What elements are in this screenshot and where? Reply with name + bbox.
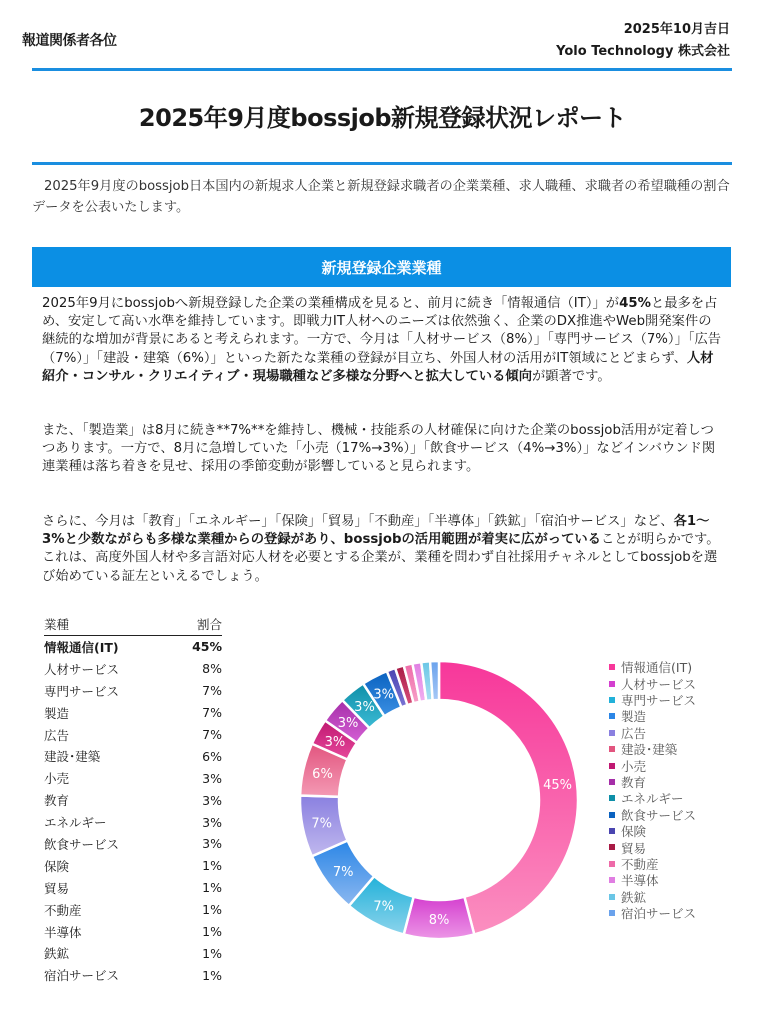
- donut-slice: [439, 661, 578, 934]
- legend-item: [609, 905, 696, 921]
- body-text: と最多を占め、安定して高い水準を維持しています。即戦力IT人材へのニーズは依然強く、企業のDX推進やWeb開発案件の継続的な増加が背景にあると考えられます。一方で、今月は「人材サービス（8%）」「専門サービス（7%）」「広告（7%）」「建設・建築（6%）」といった新たな業種の登録が目立ち、外国人材の活用がIT領域にとどまらず、: [42, 296, 722, 366]
- table-row: [44, 877, 222, 899]
- industry-share: 7%: [202, 727, 222, 742]
- industry-name: 鉄鉱: [44, 946, 70, 962]
- intro-paragraph: 2025年9月度のbossjob日本国内の新規求人企業と新規登録求職者の企業業種、求人職種、求職者の希望職種の割合データを公表いたします。: [32, 179, 730, 215]
- table-row: [44, 636, 222, 658]
- body-text: また、「製造業」は8月に続き**7%**を維持し、機械・技能系の人材確保に向けた企業のbossjob活用が定着しつつあります。一方で、8月に急増していた「小売（17%→3%）」「飲食サービス（4%→3%）」などインバウンド関連業種は落ち着きを見せ、採用の季節変動が影響していると見られます。: [42, 423, 716, 475]
- company-name: Yolo Technology 株式会社: [556, 44, 730, 59]
- industry-name: 宿泊サービス: [44, 968, 120, 984]
- industry-share: 7%: [202, 683, 222, 699]
- industry-name: エネルギー: [44, 815, 107, 831]
- industry-share: 1%: [202, 902, 222, 918]
- body-text: 2025年9月にbossjobへ新規登録した企業の業種構成を見ると、前月に続き「情報通信（IT）」が: [42, 296, 620, 311]
- legend-swatch: [609, 844, 615, 850]
- industry-share: 8%: [202, 661, 222, 677]
- donut-data-label: 3%: [373, 687, 395, 703]
- title-divider: [32, 162, 732, 165]
- industry-share: 3%: [202, 814, 222, 830]
- legend-item: [609, 888, 696, 904]
- industry-share: 1%: [202, 924, 222, 940]
- donut-data-label: 8%: [428, 913, 450, 928]
- industry-share: 3%: [202, 836, 222, 852]
- industry-share: 1%: [202, 967, 222, 983]
- legend-item: [609, 790, 696, 806]
- emphasis-text: 各1～3%と少数ながらも多様な業種からの登録があり、bossjobの活用範囲が着実に広がっている: [42, 514, 710, 548]
- donut-data-label: 3%: [354, 700, 375, 716]
- legend-swatch: [609, 763, 615, 769]
- donut-data-label: 7%: [311, 816, 333, 832]
- industry-share: 3%: [202, 770, 222, 786]
- column-header-industry: 業種: [44, 617, 70, 632]
- release-date: 2025年10月吉日: [623, 22, 730, 37]
- table-row: [44, 745, 222, 767]
- industry-name: 専門サービス: [44, 683, 120, 699]
- legend-swatch: [609, 746, 615, 752]
- donut-data-label: 3%: [324, 734, 346, 750]
- table-row: [44, 964, 222, 986]
- industry-name: 情報通信(IT): [44, 639, 119, 655]
- industry-name: 半導体: [44, 924, 82, 940]
- legend-label: 製造: [621, 709, 647, 725]
- addressee: 報道関係者各位: [22, 33, 117, 49]
- table-row: [44, 767, 222, 789]
- legend-swatch: [609, 877, 615, 883]
- table-header: [44, 615, 222, 636]
- top-divider: [32, 68, 732, 71]
- industry-name: 人材サービス: [44, 661, 120, 677]
- table-row: [44, 833, 222, 855]
- legend-label: 宿泊サービス: [621, 906, 697, 922]
- table-row: [44, 811, 222, 833]
- legend-item: [609, 659, 696, 675]
- donut-data-label: 45%: [543, 778, 572, 794]
- industry-name: 飲食サービス: [44, 836, 120, 852]
- column-header-share: 割合: [196, 617, 222, 632]
- legend-swatch: [609, 730, 615, 736]
- legend-label: エネルギー: [621, 791, 684, 807]
- table-row: [44, 921, 222, 943]
- legend-label: 建設･建築: [621, 742, 678, 758]
- page-title: 2025年9月度bossjob新規登録状況レポート: [138, 104, 627, 132]
- legend-label: 人材サービス: [621, 676, 697, 692]
- industry-name: 不動産: [44, 902, 82, 918]
- legend-label: 情報通信(IT): [621, 660, 693, 676]
- industry-share: 7%: [202, 705, 222, 721]
- industry-share: 1%: [202, 880, 222, 896]
- chart-legend: [609, 659, 696, 921]
- industry-share: 3%: [202, 792, 222, 808]
- legend-swatch: [609, 910, 615, 916]
- legend-item: [609, 823, 696, 839]
- paragraph-2: [42, 422, 722, 477]
- table-row: [44, 899, 222, 921]
- legend-swatch: [609, 894, 615, 900]
- legend-label: 専門サービス: [621, 692, 697, 708]
- legend-item: [609, 708, 696, 724]
- industry-name: 保険: [44, 858, 70, 874]
- industry-share: 45%: [192, 639, 222, 655]
- industry-share-table: [44, 615, 222, 986]
- paragraph-3: [42, 513, 722, 586]
- legend-swatch: [609, 681, 615, 687]
- industry-name: 貿易: [44, 880, 70, 896]
- legend-label: 教育: [621, 774, 647, 790]
- legend-swatch: [609, 697, 615, 703]
- industry-share: 1%: [202, 858, 222, 874]
- donut-slices: [300, 661, 578, 939]
- legend-item: [609, 807, 696, 823]
- table-row: [44, 942, 222, 964]
- emphasis-text: 人材紹介・コンサル・クリエイティブ・現場職種など多様な分野へと拡大している傾向: [42, 350, 714, 384]
- body-text: が顕著です。: [532, 368, 611, 384]
- donut-slice: [430, 661, 439, 700]
- legend-item: [609, 856, 696, 872]
- body-text: ことが明らかです。これは、高度外国人材や多言語対応人材を必要とする企業が、業種を問わず自社採用チャネルとしてbossjobを選び始めている証左といえるでしょう。: [42, 532, 720, 584]
- legend-swatch: [609, 664, 615, 670]
- body-text: さらに、今月は「教育」「エネルギー」「保険」「貿易」「不動産」「半導体」「鉄鉱」「宿泊サービス」など、: [42, 514, 674, 529]
- legend-swatch: [609, 779, 615, 785]
- legend-label: 貿易: [621, 840, 647, 856]
- legend-label: 不動産: [621, 856, 659, 872]
- table-row: [44, 789, 222, 811]
- table-row: [44, 680, 222, 702]
- legend-label: 飲食サービス: [621, 807, 697, 823]
- industry-name: 教育: [44, 793, 70, 809]
- paragraph-1: [42, 295, 722, 386]
- legend-item: [609, 774, 696, 790]
- table-body: [44, 636, 222, 986]
- table-row: [44, 702, 222, 724]
- legend-label: 保険: [621, 824, 647, 840]
- table-row: [44, 855, 222, 877]
- legend-item: [609, 757, 696, 773]
- legend-swatch: [609, 828, 615, 834]
- industry-share: 1%: [202, 945, 222, 961]
- legend-label: 半導体: [621, 873, 659, 889]
- donut-data-label: 6%: [312, 766, 333, 782]
- section-heading-bar: [32, 247, 731, 287]
- legend-item: [609, 741, 696, 757]
- legend-item: [609, 872, 696, 888]
- donut-data-label: 7%: [373, 899, 395, 915]
- legend-item: [609, 675, 696, 691]
- legend-item: [609, 692, 696, 708]
- industry-name: 小売: [44, 771, 70, 787]
- industry-share: 6%: [202, 748, 222, 764]
- legend-item: [609, 839, 696, 855]
- industry-name: 製造: [44, 705, 70, 721]
- donut-data-label: 3%: [337, 716, 359, 732]
- legend-label: 小売: [621, 758, 647, 774]
- table-row: [44, 724, 222, 746]
- industry-donut-chart: [290, 650, 590, 950]
- table-row: [44, 658, 222, 680]
- legend-label: 広告: [621, 725, 647, 741]
- legend-swatch: [609, 795, 615, 801]
- legend-swatch: [609, 861, 615, 867]
- legend-swatch: [609, 812, 615, 818]
- legend-item: [609, 725, 696, 741]
- legend-label: 鉄鉱: [621, 889, 647, 905]
- donut-data-label: 7%: [332, 864, 354, 880]
- industry-name: 建設･建築: [44, 749, 101, 765]
- legend-swatch: [609, 713, 615, 719]
- industry-name: 広告: [44, 727, 70, 743]
- section-heading: 新規登録企業業種: [321, 258, 442, 277]
- emphasis-text: 45%: [619, 296, 651, 311]
